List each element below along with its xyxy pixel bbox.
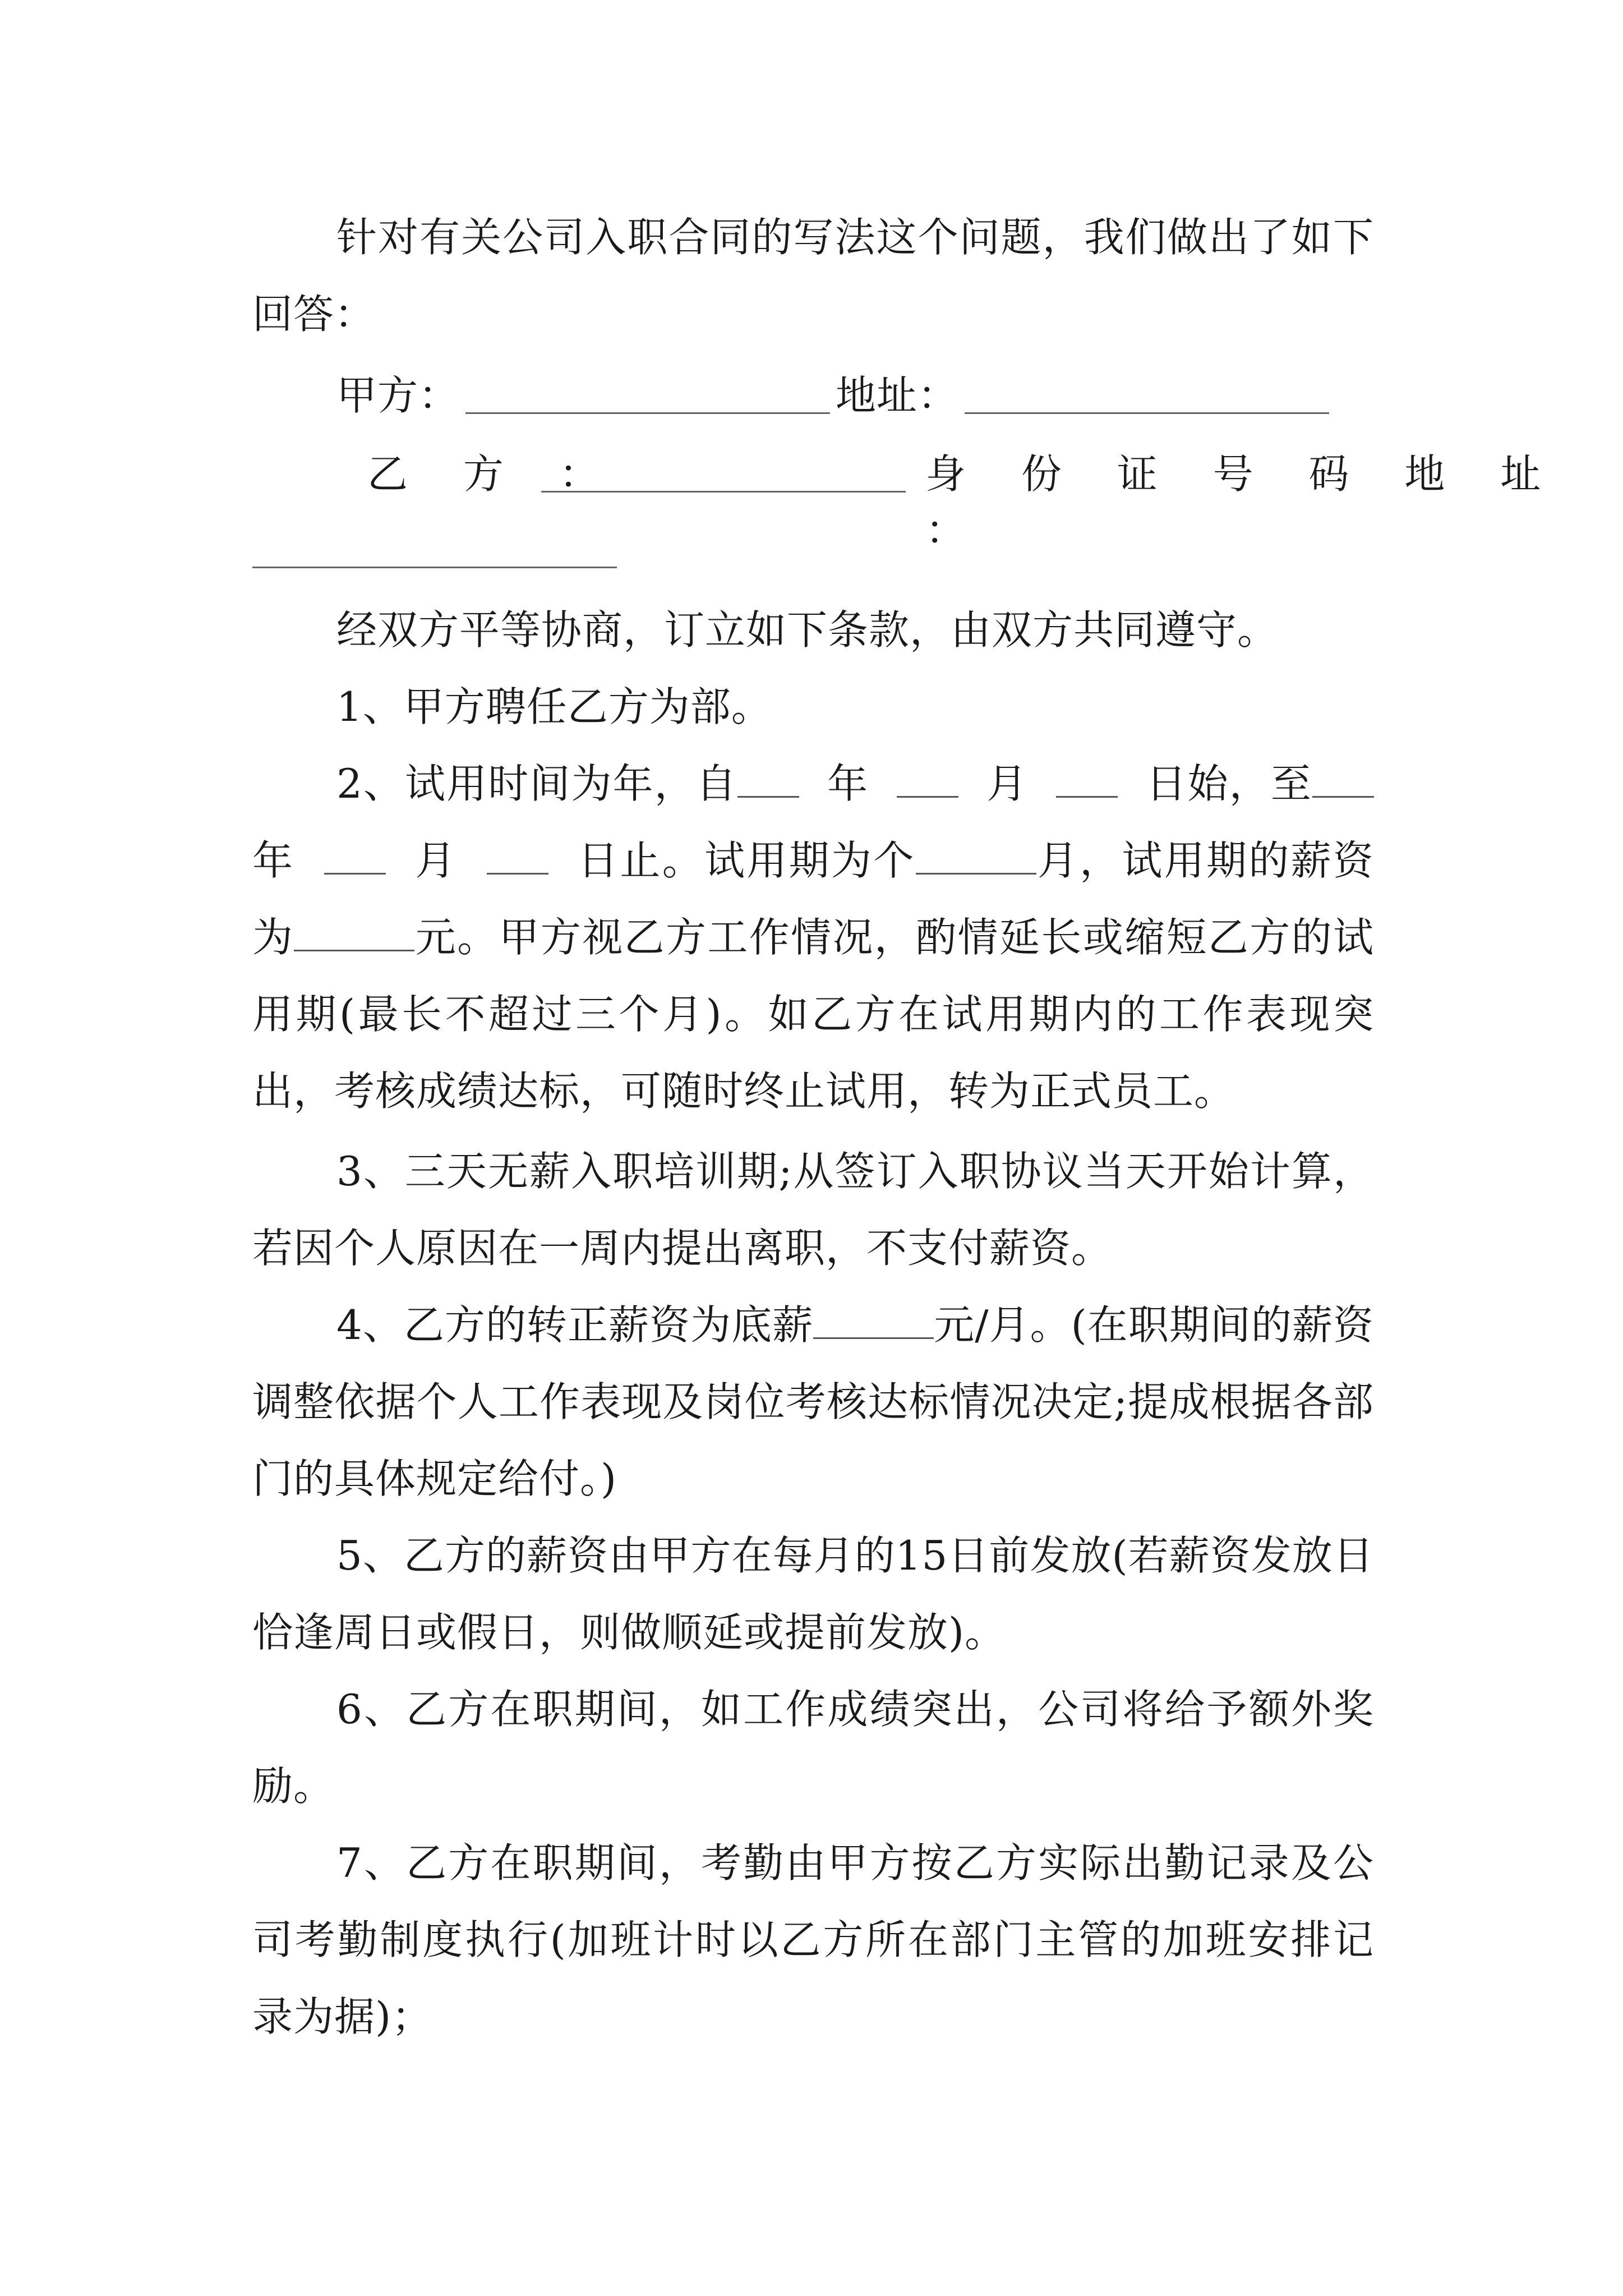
party-a-address-blank	[965, 412, 1329, 414]
clause-3: 3、三天无薪入职培训期;从签订入职协议当天开始计算，若因个人原因在一周内提出离职，不支付薪资。	[252, 1148, 1374, 1272]
clause-2-month-2: 月	[415, 837, 458, 884]
party-a-address-label: 地址：	[836, 372, 959, 419]
clause-2-start-day-blank	[1056, 762, 1118, 798]
clause-2-start-month-blank	[897, 762, 958, 798]
clause-2-end-year-blank	[1312, 762, 1374, 798]
clause-4-base-salary-blank	[813, 1304, 934, 1339]
party-b-name-blank	[541, 491, 906, 493]
clause-2-month: 月	[986, 760, 1029, 807]
clause-2-day-start: 日始，至	[1146, 760, 1312, 807]
clause-6: 6、乙方在职期间，如工作成绩突出，公司将给予额外奖励。	[252, 1686, 1374, 1810]
clause-5: 5、乙方的薪资由甲方在每月的15日前发放(若薪资发放日恰逢周日或假日，则做顺延或提前发放)。	[252, 1532, 1374, 1656]
intro-line-2: 下回答：	[252, 214, 1374, 338]
party-a-name-blank	[465, 412, 830, 414]
clause-4	[252, 1287, 1374, 1517]
party-b-id-row	[925, 446, 1623, 558]
clause-2-year: 年	[827, 760, 869, 807]
clause-1: 1、甲方聘任乙方为部。	[336, 683, 772, 730]
party-b-label: 乙 方 ：	[367, 450, 621, 498]
clause-2-salary-blank	[294, 916, 414, 951]
clause-4-part-1: 4、乙方的转正薪资为底薪	[336, 1301, 814, 1349]
clause-2-start-year-blank	[737, 762, 799, 798]
clause-2-year-2: 年	[252, 837, 295, 884]
clause-4-part-2: 元/月。(在职期间的薪资调整依据个人工作表现及岗位考核达标情况决定;提成根据各部门的具体规定给付。)	[252, 1301, 1374, 1502]
clause-2-part-2: 月，试用期的薪资为	[252, 837, 1374, 961]
intro-paragraph	[252, 199, 1374, 353]
clause-2-day-end: 日止。试用期为个	[578, 837, 916, 884]
clause-2-part-3: 元。甲方视乙方工作情况，酌情延长或缩短乙方的试用期(最长不超过三个月)。如乙方在试用期内的工作表现突出，考核成绩达标，可随时终止试用，转为正式员工。	[252, 914, 1374, 1115]
party-b-id-address-label: 身 份 证 号 码 地 址 ：	[925, 450, 1562, 554]
clause-2-part-1: 2、试用时间为年，自	[336, 760, 738, 807]
party-b-id-address-blank	[252, 567, 617, 568]
party-a-label: 甲方：	[336, 372, 460, 419]
party-a-address-row	[836, 367, 958, 424]
party-b-row	[367, 446, 621, 502]
clause-2	[252, 746, 1374, 1130]
preamble: 经双方平等协商，订立如下条款，由双方共同遵守。	[336, 606, 1279, 654]
clause-2-end-month-blank	[324, 839, 386, 875]
clause-7: 7、乙方在职期间，考勤由甲方按乙方实际出勤记录及公司考勤制度执行(加班计时以乙方所在部门主管的加班安排记录为据)；	[252, 1839, 1374, 2040]
clause-2-months-blank	[916, 839, 1036, 875]
clause-2-end-day-blank	[487, 839, 548, 875]
intro-line-1: 针对有关公司入职合同的写法这个问题，我们做出了如	[336, 214, 1333, 261]
party-a-row	[336, 367, 459, 424]
